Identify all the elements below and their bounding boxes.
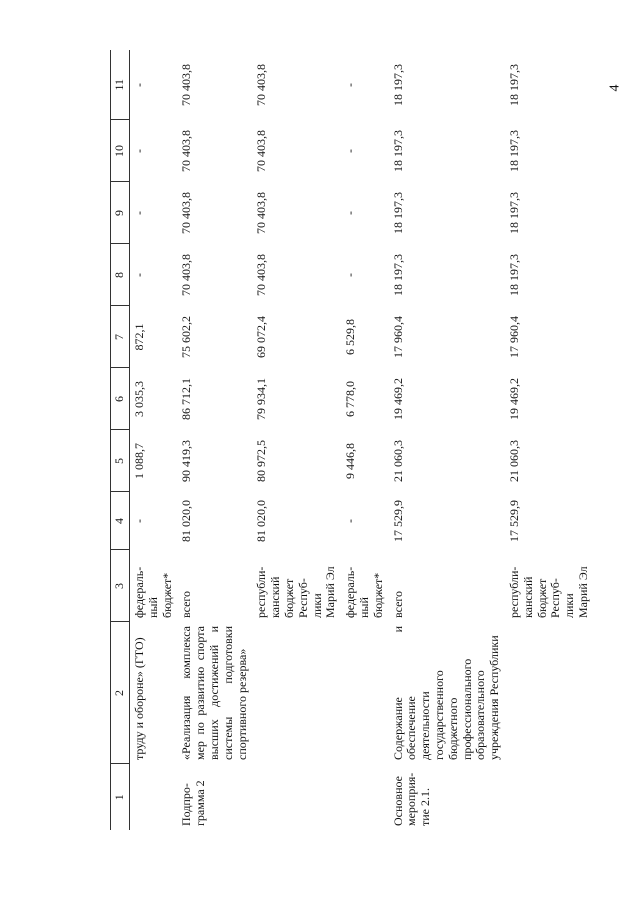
table-cell: всего xyxy=(390,590,405,618)
table-cell: 18 197,3 xyxy=(506,192,521,234)
table-cell: 79 934,1 xyxy=(254,378,269,420)
table-cell: 19 469,2 xyxy=(506,378,521,420)
column-header: 7 xyxy=(111,306,130,368)
table-row xyxy=(505,50,594,830)
table-cell: 17 529,9 xyxy=(506,500,521,542)
table-cell: 70 403,8 xyxy=(179,64,194,106)
table-cell: 21 060,3 xyxy=(506,440,521,482)
table-cell: 872,1 xyxy=(132,323,146,351)
table-cell: 70 403,8 xyxy=(254,64,269,106)
table-row xyxy=(130,50,178,830)
table-cell: - xyxy=(343,149,358,153)
table-cell: 17 960,4 xyxy=(390,316,405,358)
table-cell: 6 529,8 xyxy=(343,319,358,355)
table-cell: 18 197,3 xyxy=(506,254,521,296)
column-header: 2 xyxy=(111,622,130,764)
column-header: 8 xyxy=(111,244,130,306)
header-row xyxy=(111,50,130,830)
table-cell xyxy=(252,764,341,830)
table-cell: 6 778,0 xyxy=(343,381,358,417)
table-cell: - xyxy=(343,519,358,523)
table-cell: 81 020,0 xyxy=(179,500,194,542)
table-cell: Подпро- грамма 2 xyxy=(179,780,208,826)
column-header: 3 xyxy=(111,550,130,622)
table-cell: 18 197,3 xyxy=(390,254,405,296)
table-cell: 18 197,3 xyxy=(506,130,521,172)
table-cell: 18 197,3 xyxy=(506,64,521,106)
table-cell: - xyxy=(343,83,358,87)
table-cell: 21 060,3 xyxy=(390,440,405,482)
table-cell: 86 712,1 xyxy=(179,378,194,420)
table-cell: - xyxy=(132,273,146,277)
table-cell xyxy=(505,764,594,830)
table-cell xyxy=(341,764,388,830)
table-cell: Содержание и обеспечение деятельности государственного бюджетного профессионального образовательного учреждения Республики xyxy=(390,626,502,760)
table-cell: - xyxy=(343,211,358,215)
table-cell: 70 403,8 xyxy=(254,130,269,172)
table-cell: 70 403,8 xyxy=(254,192,269,234)
table-cell: 69 072,4 xyxy=(254,316,269,358)
column-header: 9 xyxy=(111,182,130,244)
table-cell: труду и обороне» (ГТО) xyxy=(132,637,146,760)
table-row xyxy=(341,50,388,830)
table-cell: республи- канский бюджет Респуб- лики Марий Эл xyxy=(254,566,338,618)
column-header: 6 xyxy=(111,368,130,430)
table-row xyxy=(177,50,252,830)
table-cell: - xyxy=(132,149,146,153)
table-row xyxy=(389,50,505,830)
table-cell: 70 403,8 xyxy=(179,192,194,234)
table-cell: 70 403,8 xyxy=(254,254,269,296)
table-cell: 17 960,4 xyxy=(506,316,521,358)
table-cell xyxy=(505,622,594,764)
column-header: 1 xyxy=(111,764,130,830)
column-header: 4 xyxy=(111,492,130,550)
budget-table xyxy=(110,50,594,830)
column-header: 5 xyxy=(111,430,130,492)
column-header: 10 xyxy=(111,120,130,182)
page-number: 4 xyxy=(607,84,623,92)
table-cell: 80 972,5 xyxy=(254,440,269,482)
table-cell: 18 197,3 xyxy=(390,64,405,106)
table-cell xyxy=(341,622,388,764)
table-cell: республи- канский бюджет Респуб- лики Марий Эл xyxy=(506,566,590,618)
table-cell: федераль- ный бюджет* xyxy=(343,566,385,618)
table-cell: 75 602,2 xyxy=(179,316,194,358)
table-cell: 70 403,8 xyxy=(179,130,194,172)
column-header: 11 xyxy=(111,50,130,120)
table-cell: 9 446,8 xyxy=(343,443,358,479)
table-cell xyxy=(130,764,178,830)
table-cell xyxy=(252,622,341,764)
table-cell: федераль- ный бюджет* xyxy=(132,566,174,618)
table-cell: 70 403,8 xyxy=(179,254,194,296)
table-cell: 81 020,0 xyxy=(254,500,269,542)
table-cell: - xyxy=(132,519,146,523)
table-cell: 18 197,3 xyxy=(390,192,405,234)
table-cell: 18 197,3 xyxy=(390,130,405,172)
table-cell: 1 088,7 xyxy=(132,443,146,479)
table-cell: - xyxy=(132,211,146,215)
table-cell: «Реализация комплекса мер по развитию спорта высших достижений и системы подготовки спортивного резерва» xyxy=(179,626,249,760)
table-cell: 17 529,9 xyxy=(390,500,405,542)
table-cell: 3 035,3 xyxy=(132,381,146,417)
table-cell: - xyxy=(132,83,146,87)
budget-table-rotated xyxy=(110,50,590,830)
table-cell: 19 469,2 xyxy=(390,378,405,420)
table-row xyxy=(252,50,341,830)
table-cell: - xyxy=(343,273,358,277)
table-cell: Основное мероприя- тие 2.1. xyxy=(390,772,433,826)
table-cell: 90 419,3 xyxy=(179,440,194,482)
table-cell: всего xyxy=(179,590,194,618)
